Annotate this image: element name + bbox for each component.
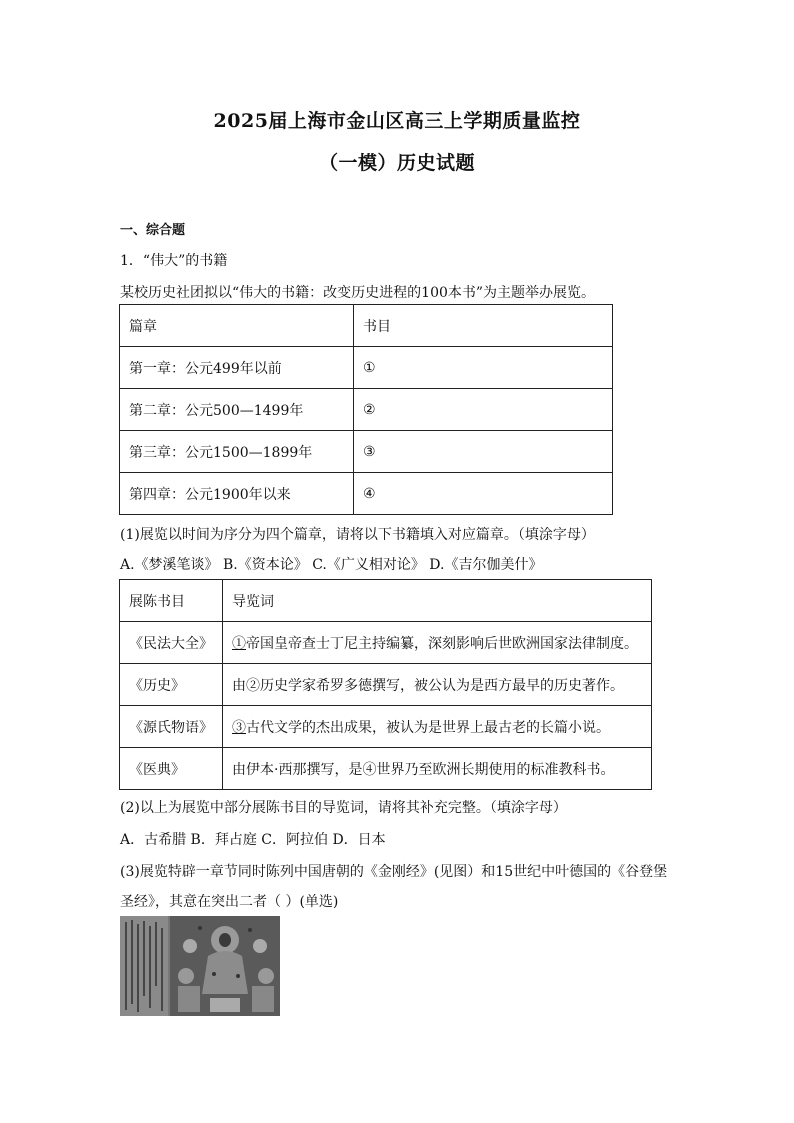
book-title-cell: 《民法大全》 xyxy=(120,622,223,664)
book-slot-cell: ② xyxy=(354,389,613,431)
table-row xyxy=(120,473,613,515)
guide-text: 由②历史学家希罗多德撰写，被公认为是西方最早的历史著作。 xyxy=(232,677,624,694)
sub-question-3-line2: 圣经》，其意在突出二者（ ）(单选) xyxy=(120,894,339,910)
sub-question-3-line1: (3)展览特辟一章节同时陈列中国唐朝的《金刚经》(见图）和15世纪中叶德国的《谷登堡 xyxy=(120,864,668,880)
table-header-row xyxy=(120,305,613,347)
exhibit-guide-table xyxy=(119,579,652,790)
table-row xyxy=(120,431,613,473)
sub-question-2-options: A．古希腊 B．拜占庭 C．阿拉伯 D．日本 xyxy=(120,832,386,848)
chapter-table xyxy=(119,304,613,515)
table-header-cell: 展陈书目 xyxy=(120,580,223,622)
guide-text-cell xyxy=(223,748,652,790)
table-header-cell: 导览词 xyxy=(223,580,652,622)
book-title-cell: 《历史》 xyxy=(120,664,223,706)
table-row xyxy=(120,389,613,431)
blank-marker: ③ xyxy=(232,719,246,736)
guide-text: 帝国皇帝查士丁尼主持编纂，深刻影响后世欧洲国家法律制度。 xyxy=(246,635,638,652)
book-slot-cell: ③ xyxy=(354,431,613,473)
book-title-cell: 《医典》 xyxy=(120,748,223,790)
table-header-row xyxy=(120,580,652,622)
sub-question-2: (2)以上为展览中部分展陈书目的导览词，请将其补充完整。（填涂字母） xyxy=(120,800,567,816)
table-row xyxy=(120,706,652,748)
table-row xyxy=(120,664,652,706)
guide-text-cell xyxy=(223,664,652,706)
book-slot-cell: ① xyxy=(354,347,613,389)
sub-question-1-options: A.《梦溪笔谈》 B.《资本论》 C.《广义相对论》 D.《吉尔伽美什》 xyxy=(120,557,543,573)
question-intro: 某校历史社团拟以“伟大的书籍：改变历史进程的100本书”为主题举办展览。 xyxy=(120,285,596,301)
guide-text-cell xyxy=(223,706,652,748)
table-row xyxy=(120,347,613,389)
document-title-line2: （一模）历史试题 xyxy=(318,152,475,174)
document-title-line1: 2025届上海市金山区高三上学期质量监控 xyxy=(213,110,581,132)
section-heading: 一、综合题 xyxy=(120,223,186,238)
chapter-cell: 第一章：公元499年以前 xyxy=(120,347,354,389)
chapter-cell: 第三章：公元1500—1899年 xyxy=(120,431,354,473)
question-heading: 1．“伟大”的书籍 xyxy=(120,253,228,269)
guide-text: 由伊本·西那撰写，是④世界乃至欧洲长期使用的标准教科书。 xyxy=(232,761,615,778)
book-title-cell: 《源氏物语》 xyxy=(120,706,223,748)
table-row xyxy=(120,622,652,664)
table-header-cell: 篇章 xyxy=(120,305,354,347)
diamond-sutra-image xyxy=(120,916,280,1016)
table-row xyxy=(120,748,652,790)
book-slot-cell: ④ xyxy=(354,473,613,515)
chapter-cell: 第二章：公元500—1499年 xyxy=(120,389,354,431)
guide-text: 古代文学的杰出成果，被认为是世界上最古老的长篇小说。 xyxy=(246,719,610,736)
table-header-cell: 书目 xyxy=(354,305,613,347)
chapter-cell: 第四章：公元1900年以来 xyxy=(120,473,354,515)
guide-text-cell xyxy=(223,622,652,664)
blank-marker: ① xyxy=(232,635,246,652)
sub-question-1: (1)展览以时间为序分为四个篇章，请将以下书籍填入对应篇章。（填涂字母） xyxy=(120,527,595,543)
